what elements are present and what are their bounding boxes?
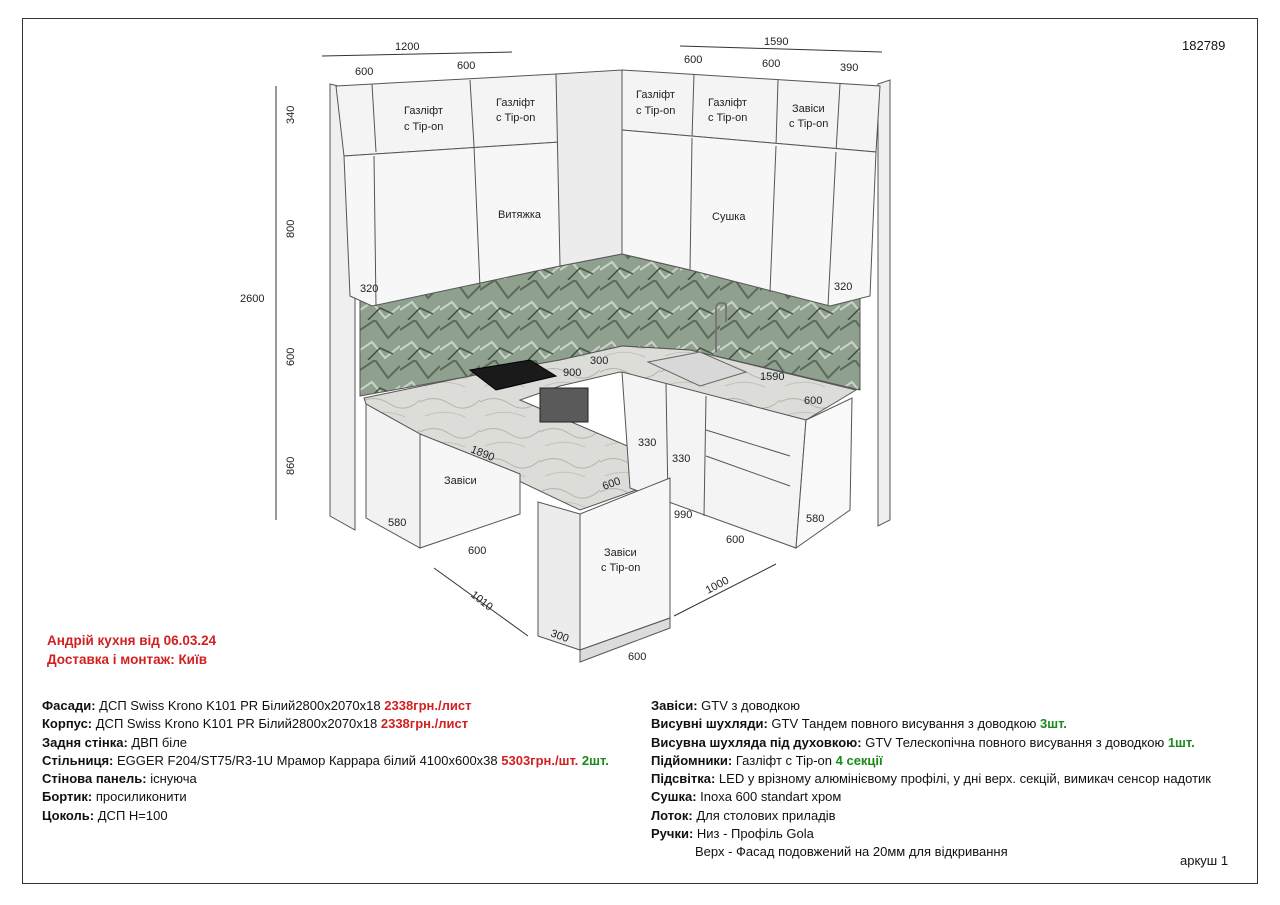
dim-600-counter-right: 600 — [804, 395, 823, 407]
spec-right-text: Для столових приладів — [692, 807, 836, 823]
dim-600-base-left: 600 — [468, 545, 487, 557]
spec-left-text: ДСП Swiss Krono K101 PR Білий2800х2070х18 — [92, 716, 381, 732]
dim-600b: 600 — [457, 60, 476, 72]
spec-right-key: Висувна шухляда під духовкою: — [651, 734, 862, 750]
specs-left — [42, 697, 632, 825]
dim-330b: 330 — [672, 453, 691, 465]
label-gas-3b: с Tip-on — [636, 105, 676, 117]
dim-800: 800 — [285, 219, 297, 238]
spec-right-qty: 3шт. — [1040, 716, 1067, 732]
spec-left-text: існуюча — [146, 771, 197, 787]
dim-580-left: 580 — [388, 517, 407, 529]
spec-right-key: Висувні шухляди: — [651, 716, 768, 732]
spec-right-row — [651, 697, 1261, 715]
label-hinges-tipon-b: с Tip-on — [789, 118, 829, 130]
spec-right-key: Підсвітка: — [651, 771, 716, 787]
dim-390: 390 — [840, 62, 859, 74]
spec-right-row — [651, 825, 1261, 843]
label-gas-1a: Газліфт — [404, 105, 443, 117]
spec-left-key: Корпус: — [42, 716, 93, 732]
spec-left-key: Цоколь: — [42, 807, 95, 823]
label-island-hinges-b: с Tip-on — [601, 562, 641, 574]
spec-right-row — [651, 715, 1261, 733]
dim-580-right: 580 — [806, 513, 825, 525]
dim-320-right: 320 — [834, 281, 853, 293]
spec-right-row — [651, 734, 1261, 752]
spec-right-key: Завіси: — [651, 698, 698, 713]
spec-left-text: EGGER F204/ST75/R3-1U Мрамор Каррара білий 4100х600х38 — [113, 752, 502, 768]
label-hinges: Завіси — [444, 475, 477, 487]
spec-right-key: Лоток: — [651, 807, 693, 823]
project-title — [47, 631, 216, 669]
dim-1010: 1010 — [468, 588, 495, 614]
label-gas-1b: с Tip-on — [404, 121, 444, 133]
project-title-line1: Андрій кухня від 06.03.24 — [47, 633, 217, 648]
spec-left-price: 5303грн./шт. — [501, 752, 579, 768]
dim-990: 990 — [674, 509, 693, 521]
spec-right-text: Газліфт с Tip-on — [732, 752, 836, 768]
oven — [540, 388, 588, 422]
dim-320-left: 320 — [360, 283, 379, 295]
island-front — [538, 502, 580, 650]
spec-left-row — [42, 752, 632, 770]
spec-left-key: Стінова панель: — [42, 771, 147, 787]
dim-600a: 600 — [355, 66, 374, 78]
spec-right-key: Підйомники: — [651, 752, 733, 768]
spec-left-row — [42, 770, 632, 788]
spec-right-qty: 4 секції — [835, 752, 883, 768]
spec-left-key: Стільниця: — [42, 752, 114, 768]
dim-2600: 2600 — [240, 293, 265, 305]
label-hinges-tipon-a: Завіси — [792, 103, 825, 115]
spec-left-key: Бортик: — [42, 789, 93, 805]
spec-left-price: 2338грн./лист — [380, 716, 469, 732]
right-wall — [878, 80, 890, 526]
spec-left-row — [42, 734, 632, 752]
spec-right-text: GTV з доводкою — [697, 698, 800, 713]
label-dryer: Сушка — [712, 211, 746, 223]
label-gas-4a: Газліфт — [708, 97, 747, 109]
dim-1200: 1200 — [395, 41, 420, 53]
spec-left-key: Задня стінка: — [42, 734, 128, 750]
spec-right-text: GTV Тандем повного висування з доводкою — [767, 716, 1041, 732]
spec-right-text: Низ - Профіль Gola — [693, 826, 814, 842]
sheet-number: 182789 — [1182, 38, 1226, 53]
spec-right-text: Inoxa 600 standart хром — [696, 789, 842, 805]
dim-600-base-right: 600 — [726, 534, 745, 546]
dim-600d: 600 — [762, 58, 781, 70]
spec-right-row — [651, 807, 1261, 825]
dim-340: 340 — [285, 105, 297, 124]
spec-left-price: 2338грн./лист — [384, 698, 472, 713]
label-gas-2b: с Tip-on — [496, 112, 536, 124]
specs-right — [651, 697, 1261, 862]
spec-left-row — [42, 807, 632, 825]
spec-left-text: ДВП біле — [127, 734, 188, 750]
dim-860: 860 — [285, 456, 297, 475]
dim-600-island: 600 — [600, 475, 623, 493]
dim-1000: 1000 — [703, 574, 732, 597]
label-gas-2a: Газліфт — [496, 97, 535, 109]
spec-right-qty: 1шт. — [1167, 734, 1195, 750]
dim-1890: 1890 — [468, 443, 497, 464]
dim-300-island: 300 — [548, 627, 571, 646]
spec-right-text: LED у врізному алюмінієвому профілі, у дні верх. секцій, вимикач сенсор надотик — [715, 771, 1211, 787]
corner-upper — [556, 70, 622, 266]
spec-left-text: просиликонити — [92, 789, 187, 805]
spec-left-qty: 2шт. — [578, 752, 609, 768]
spec-right-key: Сушка: — [651, 789, 697, 805]
spec-left-row — [42, 715, 632, 733]
spec-left-text: ДСП Swiss Krono K101 PR Білий2800х2070х18 — [95, 698, 385, 713]
spec-right-row — [651, 752, 1261, 770]
dim-600c: 600 — [684, 54, 703, 66]
sheet-page-label: аркуш 1 — [1180, 853, 1229, 868]
spec-left-row — [42, 788, 632, 806]
dim-300: 300 — [590, 355, 609, 367]
dim-1590: 1590 — [764, 36, 789, 48]
spec-left-key: Фасади: — [42, 698, 96, 713]
dim-1590-counter: 1590 — [760, 371, 785, 383]
dim-600-vertical: 600 — [285, 347, 297, 366]
label-gas-4b: с Tip-on — [708, 112, 748, 124]
spec-right-text: GTV Телескопічна повного висування з доводкою — [861, 734, 1168, 750]
spec-right-row — [651, 770, 1261, 788]
spec-right-extra: Верх - Фасад подовжений на 20мм для відкривання — [695, 844, 1008, 860]
dim-600-island-bottom: 600 — [628, 651, 647, 663]
spec-right-row — [651, 788, 1261, 806]
label-hood: Витяжка — [498, 209, 542, 221]
spec-left-text: ДСП H=100 — [94, 807, 168, 823]
label-island-hinges-a: Завіси — [604, 547, 637, 559]
dim-900: 900 — [563, 367, 582, 379]
spec-left-row — [42, 697, 632, 715]
project-title-line2: Доставка і монтаж: Київ — [47, 652, 208, 667]
dim-330a: 330 — [638, 437, 657, 449]
label-gas-3a: Газліфт — [636, 89, 675, 101]
spec-right-key: Ручки: — [651, 826, 694, 842]
